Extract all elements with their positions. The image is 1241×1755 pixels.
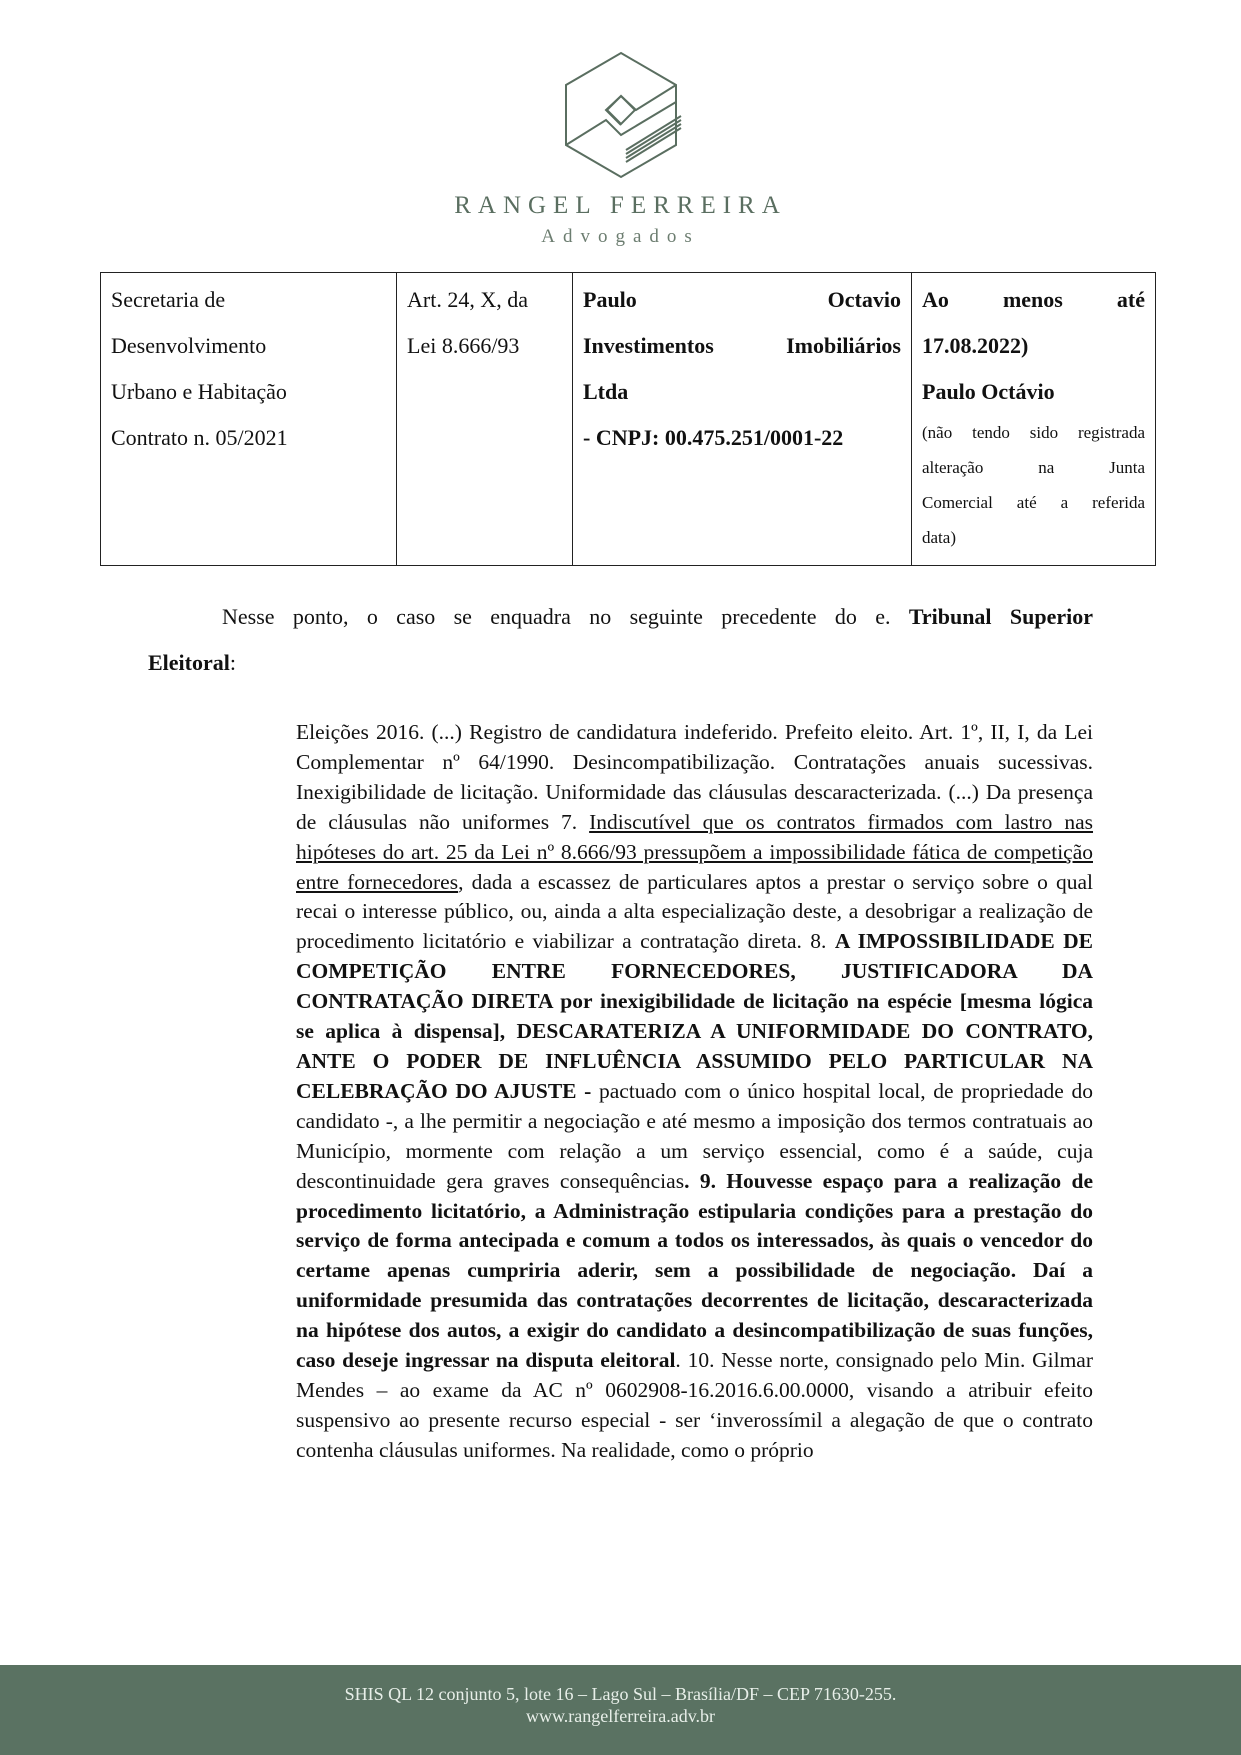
note-line: data) (922, 528, 956, 547)
intro-paragraph (148, 594, 1093, 686)
cell-text: Contrato n. 05/2021 (111, 425, 288, 450)
table-cell-company (573, 273, 912, 566)
jurisprudence-quote (296, 718, 1093, 1466)
cell-text: Art. 24, X, da (407, 287, 528, 312)
footer-address: SHIS QL 12 conjunto 5, lote 16 – Lago Sul – Brasília/DF – CEP 71630-255. (344, 1684, 897, 1704)
intro-court-cont: Eleitoral (148, 650, 230, 675)
cell-note (922, 415, 1145, 555)
table-row (101, 273, 1156, 566)
intro-court: Tribunal Superior (908, 604, 1094, 629)
letterhead-logo (0, 50, 1241, 248)
note-line: Comercial até a referida (922, 493, 1145, 512)
quote-text: pactuado com o único hospital local, de propriedade do candidato -, a lhe permitir a negociação e até mesmo a imposição dos termos contratuais ao Município, mormente com relação a um serviço essencial, como é a saúde, cuja descontinuidade gera graves consequências (296, 1078, 1093, 1193)
cell-text: 17.08.2022) (922, 333, 1029, 358)
intro-suffix: : (229, 650, 236, 675)
hexagon-logo-icon (556, 50, 686, 180)
cell-text: Lei 8.666/93 (407, 333, 520, 358)
cell-text: Paulo Octávio (922, 379, 1055, 404)
brand-name: RANGEL FERREIRA (454, 192, 787, 219)
cell-text: Desenvolvimento (111, 333, 267, 358)
quote-text: . 10. Nesse norte, consignado pelo Min. Gilmar Mendes – ao exame da AC nº 0602908-16.2016.6.00.0000, visando a atribuir efeito suspensivo ao presente recurso especial - ser ‘inverossímil a alegação de que o contrato contenha cláusulas uniformes. Na realidade, como o próprio (296, 1348, 1094, 1462)
table-cell-legal-basis (397, 273, 573, 566)
intro-text: Nesse ponto, o caso se enquadra no seguinte precedente do e. (222, 604, 909, 629)
cell-text: Ao menos até (922, 287, 1145, 312)
cell-text: Ltda (583, 379, 629, 404)
letterhead-footer (0, 1665, 1241, 1755)
quote-text: , dada a escassez de particulares aptos a prestar o serviço sobre o qual recai o interesse público, ou, ainda a alta especialização deste, a desobrigar a realização de procedimento licitatório e viabilizar a contratação direta. 8. (296, 869, 1093, 954)
cell-text: - CNPJ: 00.475.251/0001-22 (583, 425, 844, 450)
quote-text: Eleições 2016. (...) Registro de candidatura indeferido. Prefeito eleito. Art. 1º, II, I, da Lei Complementar nº 64/1990. Desincompatibilização. Contratações anuais sucessivas. Inexigibilidade de licitação. Uniformidade das cláusulas descaracterizada. (...) Da presença de cláusulas não uniformes 7. (296, 720, 1093, 834)
table-cell-organ (101, 273, 397, 566)
cell-text: Investimentos Imobiliários (583, 333, 901, 358)
brand-subtitle: Advogados (541, 226, 700, 247)
contracts-table (100, 272, 1156, 566)
footer-website: www.rangelferreira.adv.br (525, 1706, 716, 1726)
quote-underlined: Indiscutível que os contratos firmados com lastro nas hipóteses do art. 25 da Lei nº 8.666/93 pressupõem a impossibilidade fática de competição entre fornecedores (296, 809, 1094, 894)
note-line: (não tendo sido registrada (922, 423, 1145, 442)
table-cell-period (912, 273, 1156, 566)
cell-text: Urbano e Habitação (111, 379, 287, 404)
cell-text: Secretaria de (111, 287, 226, 312)
quote-bold: A IMPOSSIBILIDADE DE COMPETIÇÃO ENTRE FORNECEDORES, JUSTIFICADORA DA CONTRATAÇÃO DIRETA por inexigibilidade de licitação na espécie [mesma lógica se aplica à dispensa], DESCARATERIZA A UNIFORMIDADE DO CONTRATO, ANTE O PODER DE INFLUÊNCIA ASSUMIDO PELO PARTICULAR NA CELEBRAÇÃO DO AJUSTE - (296, 929, 1093, 1103)
quote-bold: . 9. Houvesse espaço para a realização de procedimento licitatório, a Administração estipularia condições para a prestação do serviço de forma antecipada e comum a todos os interessados, às quais o vencedor do certame apenas cumpriria aderir, sem a possibilidade de negociação. Daí a uniformidade presumida das contratações decorrentes de licitação, descaracterizada na hipótese dos autos, a exigir do candidato a desincompatibilização de suas funções, caso deseje ingressar na disputa eleitoral (296, 1168, 1093, 1373)
cell-text: Paulo Octavio (583, 287, 901, 312)
note-line: alteração na Junta (922, 458, 1145, 477)
